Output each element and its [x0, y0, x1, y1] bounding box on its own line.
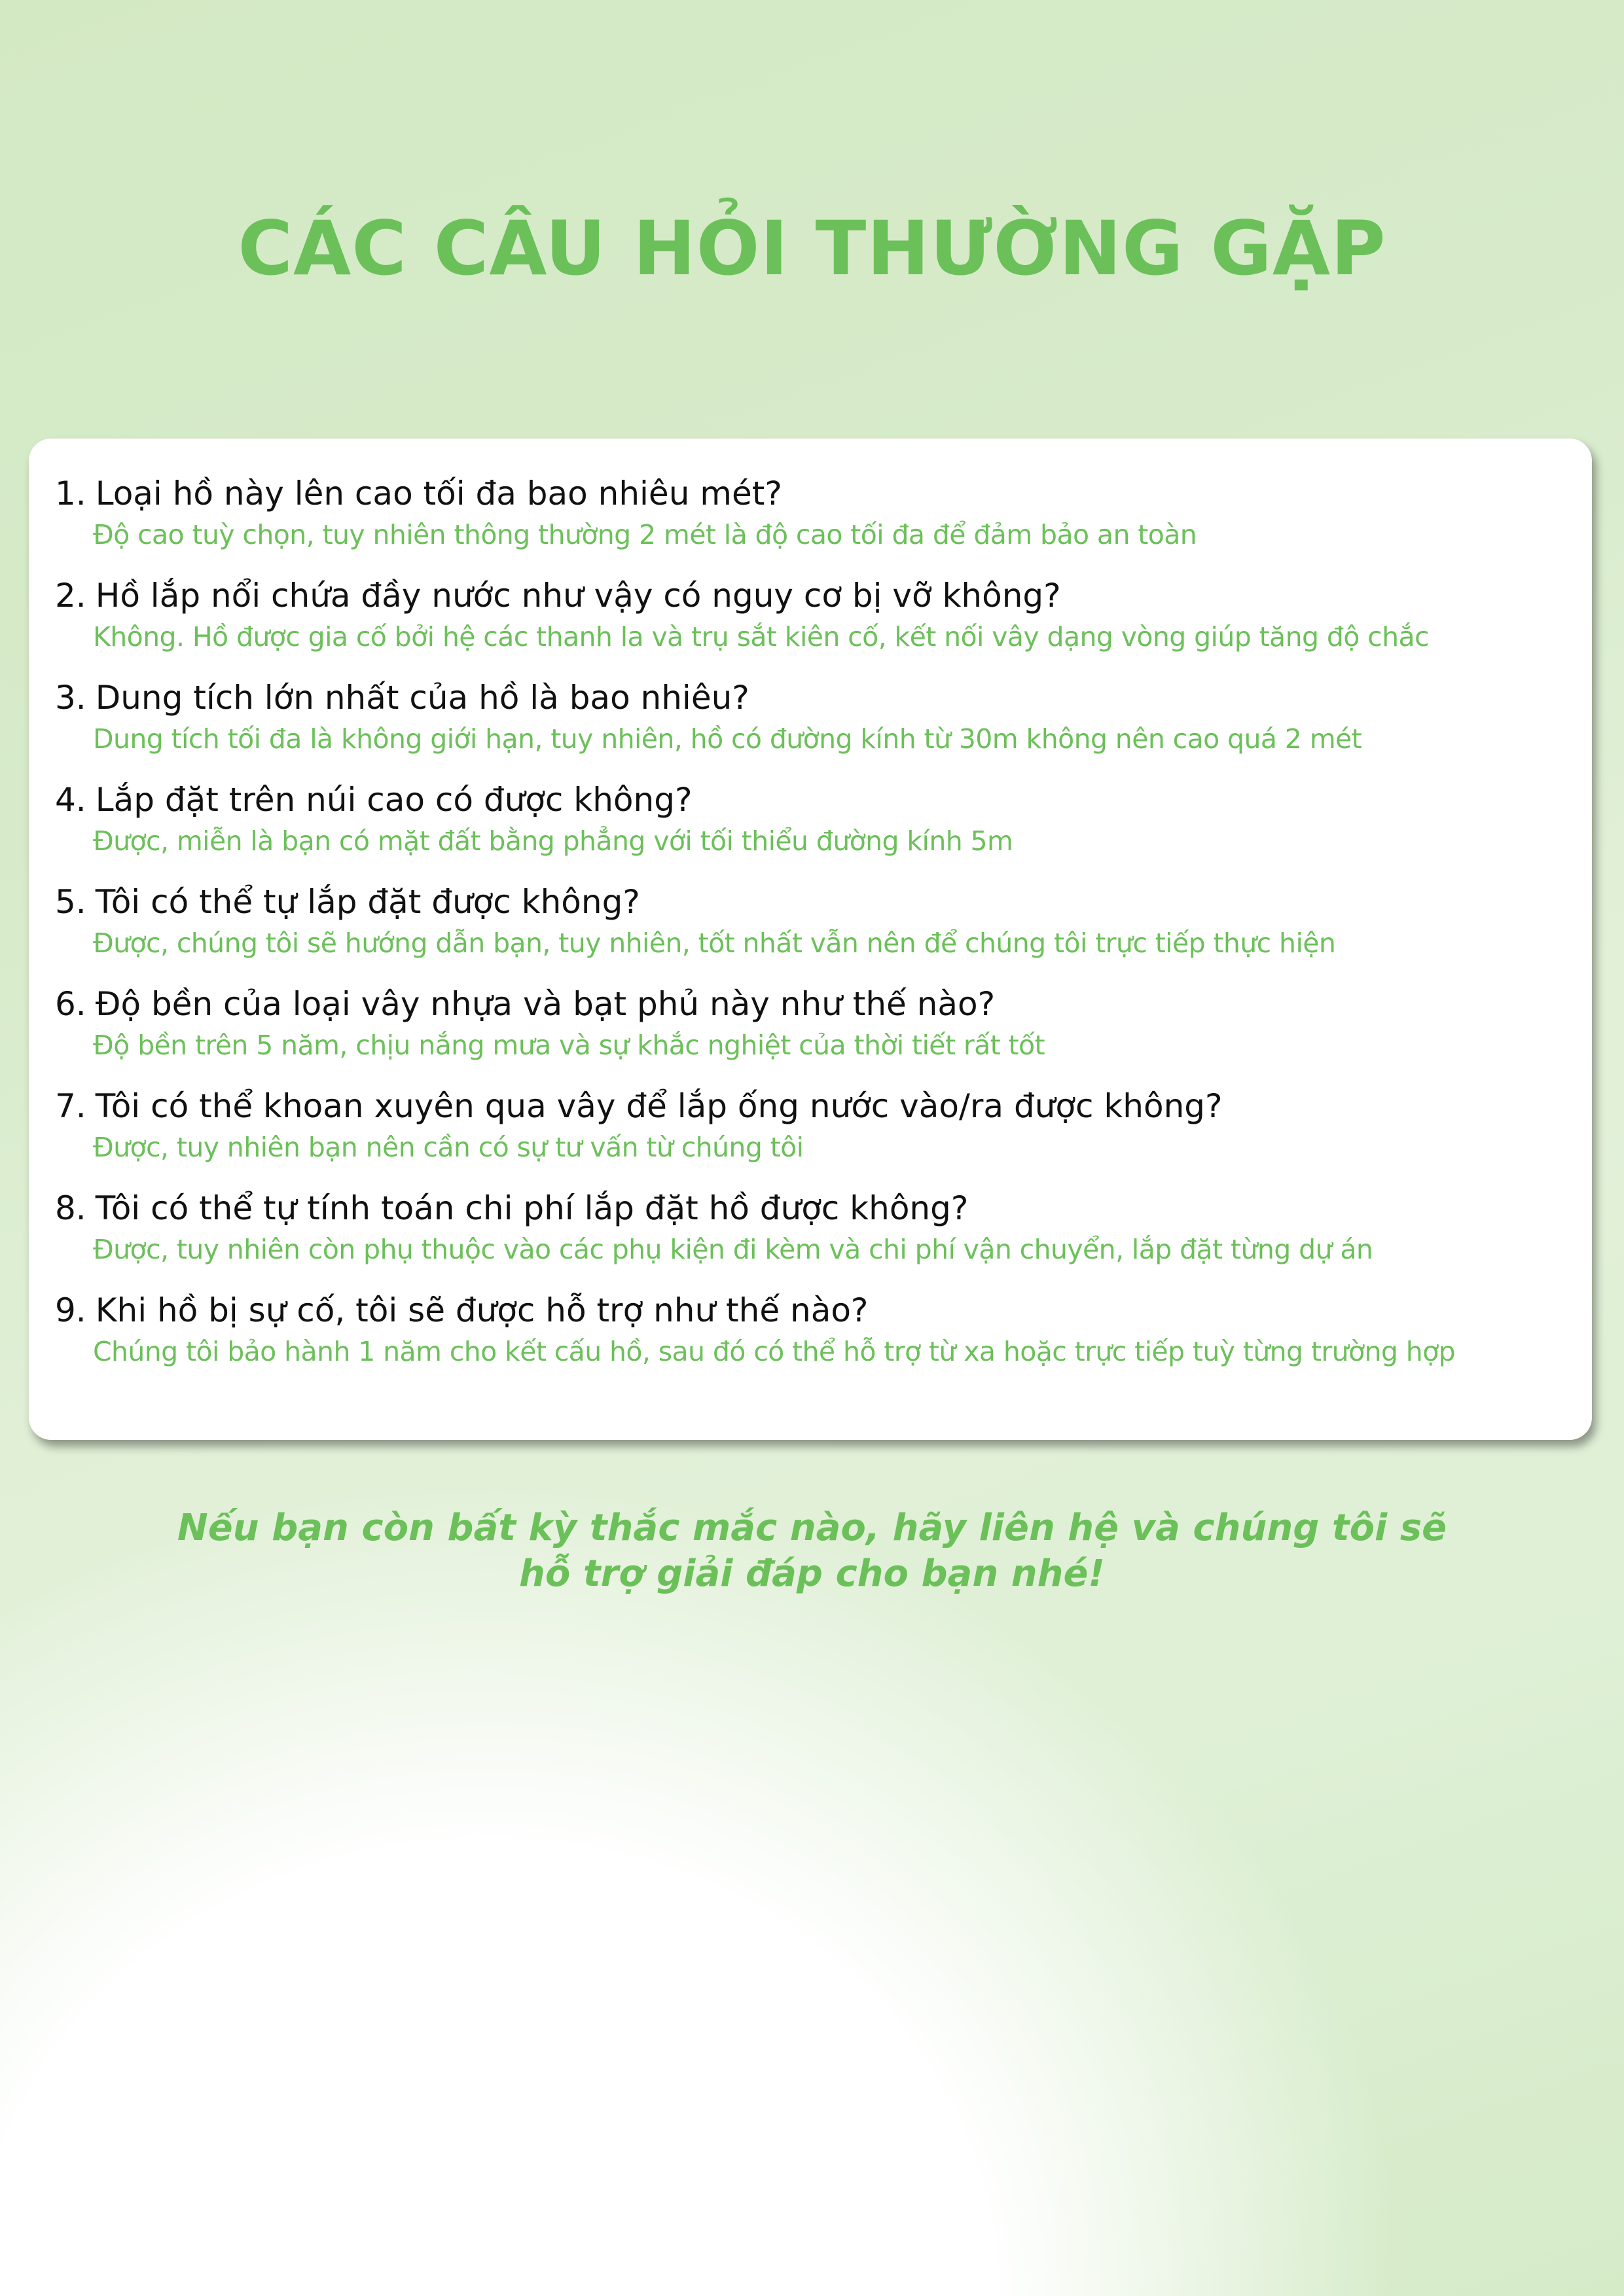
faq-number-1: 1.	[55, 475, 86, 512]
faq-item-2	[55, 573, 1574, 656]
faq-item-7	[55, 1084, 1574, 1166]
faq-item-8	[55, 1186, 1574, 1268]
faq-answer-1: Độ cao tuỳ chọn, tuy nhiên thông thường 2 mét là độ cao tối đa để đảm bảo an toàn	[93, 519, 1197, 550]
closing-note-line-1: Nếu bạn còn bất kỳ thắc mắc nào, hãy liên hệ và chúng tôi sẽ	[177, 1507, 1447, 1549]
faq-question-text-7: Tôi có thể khoan xuyên qua vây để lắp ống nước vào/ra được không?	[95, 1087, 1223, 1125]
faq-number-4: 4.	[55, 781, 86, 819]
faq-question-text-1: Loại hồ này lên cao tối đa bao nhiêu mét?	[95, 475, 782, 512]
faq-number-2: 2.	[55, 577, 86, 615]
closing-note	[0, 1505, 1624, 1597]
faq-question-text-8: Tôi có thể tự tính toán chi phí lắp đặt hồ được không?	[95, 1189, 969, 1227]
faq-item-1	[55, 471, 1574, 554]
faq-answer-6: Độ bền trên 5 năm, chịu nắng mưa và sự khắc nghiệt của thời tiết rất tốt	[93, 1030, 1045, 1061]
faq-question-1	[55, 471, 1574, 516]
faq-question-6	[55, 982, 1574, 1026]
faq-question-8	[55, 1186, 1574, 1230]
faq-number-6: 6.	[55, 985, 86, 1023]
faq-question-3	[55, 675, 1574, 720]
faq-question-text-3: Dung tích lớn nhất của hồ là bao nhiêu?	[95, 679, 749, 717]
faq-answer-3: Dung tích tối đa là không giới hạn, tuy nhiên, hồ có đường kính từ 30m không nên cao quá 2 mét	[93, 723, 1362, 755]
faq-number-9: 9.	[55, 1291, 86, 1329]
faq-question-text-2: Hồ lắp nổi chứa đầy nước như vậy có nguy cơ bị vỡ không?	[95, 577, 1061, 615]
faq-answer-5: Được, chúng tôi sẽ hướng dẫn bạn, tuy nhiên, tốt nhất vẫn nên để chúng tôi trực tiếp thực hiện	[93, 927, 1336, 959]
faq-question-text-9: Khi hồ bị sự cố, tôi sẽ được hỗ trợ như thế nào?	[95, 1291, 869, 1329]
faq-item-4	[55, 778, 1574, 860]
faq-item-9	[55, 1288, 1574, 1371]
faq-answer-7: Được, tuy nhiên bạn nên cần có sự tư vấn từ chúng tôi	[93, 1132, 804, 1163]
faq-item-5	[55, 880, 1574, 962]
faq-answer-2: Không. Hồ được gia cố bởi hệ các thanh la và trụ sắt kiên cố, kết nối vây dạng vòng giúp tăng độ chắc	[93, 621, 1429, 653]
faq-question-4	[55, 778, 1574, 822]
faq-answer-8: Được, tuy nhiên còn phụ thuộc vào các phụ kiện đi kèm và chi phí vận chuyển, lắp đặt từng dự án	[93, 1234, 1373, 1265]
faq-answer-4: Được, miễn là bạn có mặt đất bằng phẳng với tối thiểu đường kính 5m	[93, 825, 1013, 857]
faq-question-text-6: Độ bền của loại vây nhựa và bạt phủ này như thế nào?	[95, 985, 996, 1023]
faq-card	[29, 439, 1592, 1440]
faq-question-2	[55, 573, 1574, 618]
faq-question-text-4: Lắp đặt trên núi cao có được không?	[95, 781, 693, 819]
page-title: CÁC CÂU HỎI THƯỜNG GẶP	[238, 205, 1386, 292]
faq-question-text-5: Tôi có thể tự lắp đặt được không?	[95, 883, 640, 921]
faq-number-3: 3.	[55, 679, 86, 717]
faq-answer-9: Chúng tôi bảo hành 1 năm cho kết cấu hồ, sau đó có thể hỗ trợ từ xa hoặc trực tiếp tuỳ từng trường hợp	[93, 1336, 1456, 1367]
faq-number-8: 8.	[55, 1189, 86, 1227]
faq-number-7: 7.	[55, 1087, 86, 1125]
faq-question-9	[55, 1288, 1574, 1333]
faq-item-3	[55, 675, 1574, 758]
faq-question-7	[55, 1084, 1574, 1128]
faq-question-5	[55, 880, 1574, 924]
faq-item-6	[55, 982, 1574, 1064]
faq-number-5: 5.	[55, 883, 86, 921]
closing-note-line-2: hỗ trợ giải đáp cho bạn nhé!	[519, 1552, 1105, 1595]
